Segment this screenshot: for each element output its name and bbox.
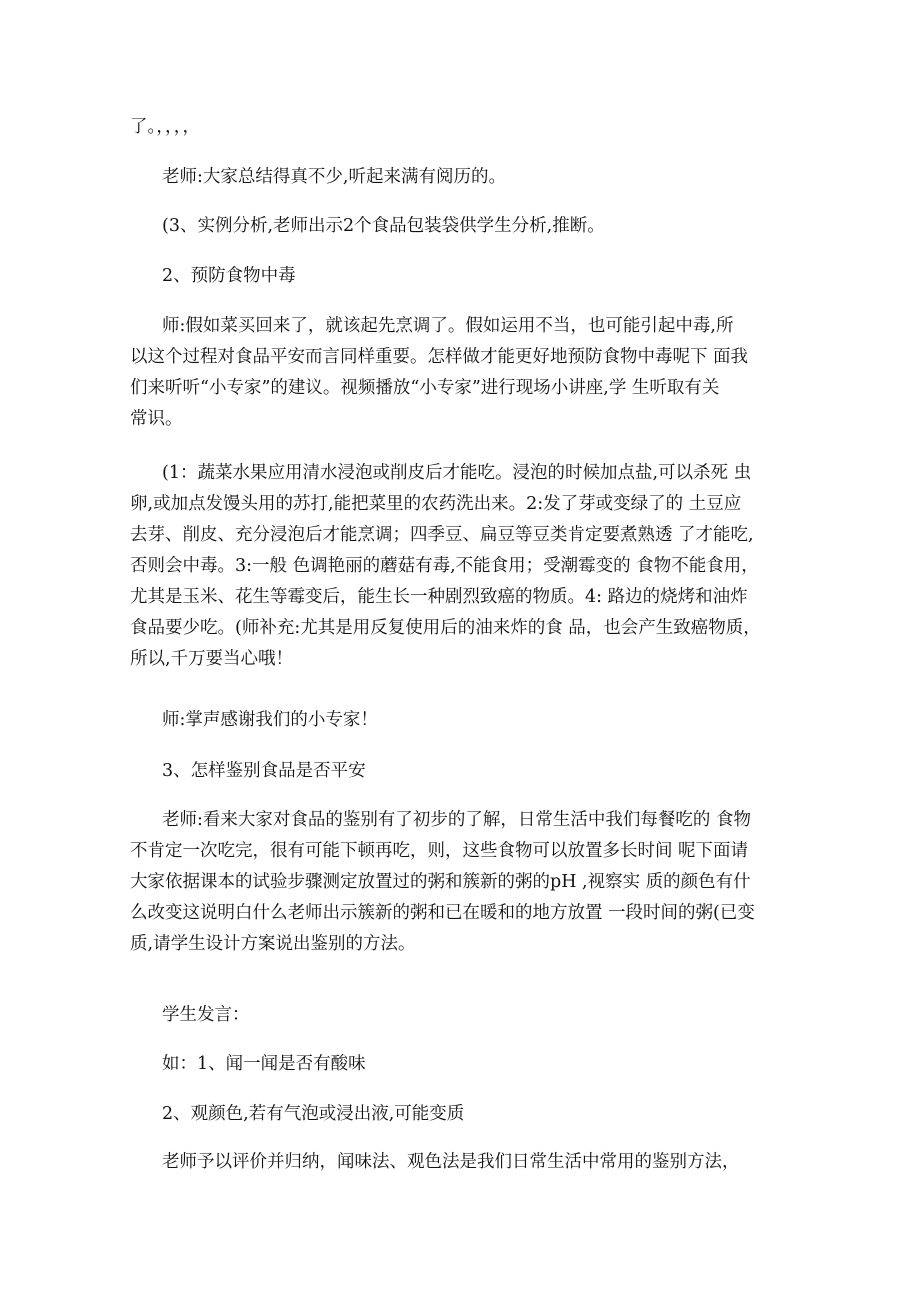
text-line: 师:假如菜买回来了，就该起先烹调了。假如运用不当，也可能引起中毒,所: [162, 316, 734, 336]
text-line: 们来听听“小专家”的建议。视频播放“小专家”进行现场小讲座,学 生听取有关: [130, 378, 720, 398]
text-line: 去芽、削皮、充分浸泡后才能烹调；四季豆、扁豆等豆类肯定要煮熟透 了才能吃,: [130, 525, 754, 545]
text-line: (1：蔬菜水果应用清水浸泡或削皮后才能吃。浸泡的时候加点盐,可以杀死 虫: [162, 463, 752, 483]
text-line: 尤其是玉米、花生等霉变后，能生长一种剧烈致癌的物质。4: 路边的烧烤和油炸: [130, 587, 748, 607]
section-heading-identify-safety: [162, 756, 366, 787]
paragraph-teacher-conclusion: [162, 1147, 740, 1178]
text-line: 否则会中毒。3:一般 色调艳丽的蘑菇有毒,不能食用；受潮霉变的 食物不能食用，: [130, 556, 759, 576]
text-line: 大家依据课本的试验步骤测定放置过的粥和簇新的粥的pH ,视察实 质的颜色有什: [130, 872, 751, 892]
paragraph-student-speak: [162, 1000, 250, 1031]
text-line: 卵,或加点发馒头用的苏打,能把菜里的农药洗出来。2:发了芽或变绿了的 土豆应: [130, 494, 742, 514]
text-line: 学生发言：: [162, 1005, 250, 1025]
paragraph-case-analysis: [162, 211, 605, 242]
paragraph-porridge-experiment: [130, 805, 790, 960]
text-line: 老师:大家总结得真不少,听起来满有阅历的。: [162, 167, 506, 187]
paragraph-example-color: [162, 1099, 464, 1130]
paragraph-teacher-summary: [162, 162, 506, 193]
section-heading-prevent-poisoning: [162, 261, 296, 292]
text-line: 如：1、闻一闻是否有酸味: [162, 1054, 366, 1074]
text-line: (3、实例分析,老师出示2个食品包装袋供学生分析,推断。: [162, 216, 605, 236]
text-line: 所以,千万要当心哦！: [130, 649, 294, 669]
text-line: 2、预防食物中毒: [162, 266, 296, 286]
text-line: 常识。: [130, 409, 183, 429]
paragraph-continuation: [130, 112, 200, 143]
paragraph-thanks: [162, 705, 378, 736]
text-line: 3、怎样鉴别食品是否平安: [162, 761, 366, 781]
text-line: 了。，，，，: [130, 117, 200, 137]
text-line: 师:掌声感谢我们的小专家！: [162, 710, 378, 730]
paragraph-example-smell: [162, 1049, 366, 1080]
text-line: 么改变这说明白什么老师出示簇新的粥和已在暖和的地方放置 一段时间的粥(已变: [130, 903, 755, 923]
paragraph-cooking-safety: [130, 311, 790, 435]
text-line: 以这个过程对食品平安而言同样重要。怎样做才能更好地预防食物中毒呢下 面我: [130, 347, 749, 367]
paragraph-expert-advice: [130, 458, 790, 675]
text-line: 质,请学生设计方案说出鉴别的方法。: [130, 934, 416, 954]
text-line: 2、观颜色,若有气泡或浸出液,可能变质: [162, 1104, 465, 1124]
text-line: 食品要少吃。(师补充:尤其是用反复使用后的油来炸的食 品，也会产生致癌物质，: [130, 618, 761, 638]
text-line: 不肯定一次吃完，很有可能下顿再吃，则，这些食物可以放置多长时间 呢下面请: [130, 841, 749, 861]
text-line: 老师予以评价并归纳，闻味法、观色法是我们日常生活中常用的鉴别方法，: [162, 1152, 740, 1172]
text-line: 老师:看来大家对食品的鉴别有了初步的了解，日常生活中我们每餐吃的 食物: [162, 810, 751, 830]
